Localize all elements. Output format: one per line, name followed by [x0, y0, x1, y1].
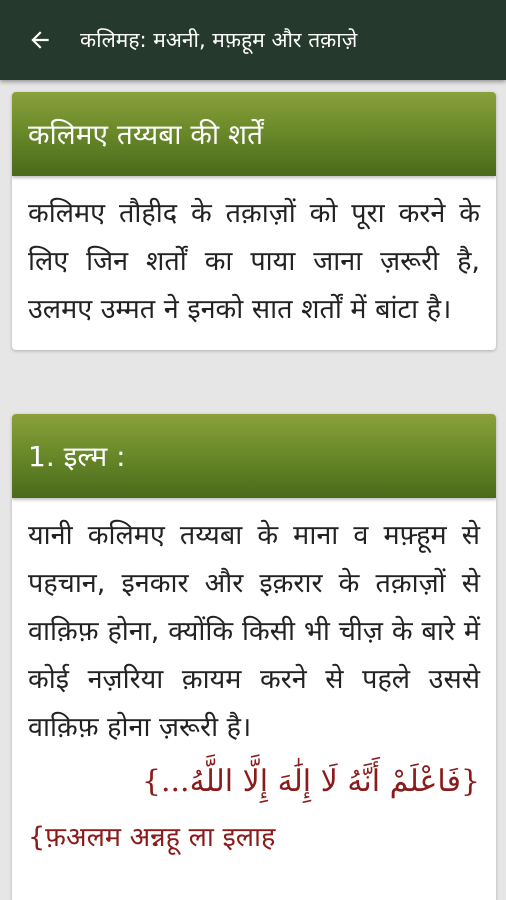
- card-heading: 1. इल्म :: [12, 414, 496, 498]
- card-body-text: यानी कलिमए तय्यबा के माना व मफ़्हूम से पहचान, इनकार और इक़रार के तक़ाज़ों से वाक़िफ़ होना, क्योंकि किसी भी चीज़ के बारे में कोई नज़रिया क़ायम करने से पहले उससे वाक़िफ़ होना ज़रूरी है।: [28, 520, 480, 743]
- card-heading: कलिमए तय्यबा की शर्तें: [12, 92, 496, 176]
- arabic-verse: {فَاعْلَمْ أَنَّهُ لَا إِلَٰهَ إِلَّا اللَّهُ...}: [141, 764, 480, 799]
- card-body-text: कलिमए तौहीद के तक़ाज़ों को पूरा करने के लिए जिन शर्तों का पाया जाना ज़रूरी है, उलमए उम्मत ने इनको सात शर्तों में बांटा है।: [28, 198, 480, 325]
- card-conditions: [12, 92, 496, 350]
- content-scroll[interactable]: [0, 80, 506, 900]
- app-bar: [0, 0, 506, 80]
- card-ilm: [12, 414, 496, 900]
- arrow-left-icon: [27, 27, 53, 53]
- back-button[interactable]: [0, 0, 80, 80]
- transliteration-text: {फ़अलम अन्नहू ला इलाह: [28, 822, 276, 853]
- card-body-text-block: [12, 498, 496, 878]
- page-title: कलिमह: मअनी, मफ़हूम और तक़ाज़े: [80, 28, 358, 52]
